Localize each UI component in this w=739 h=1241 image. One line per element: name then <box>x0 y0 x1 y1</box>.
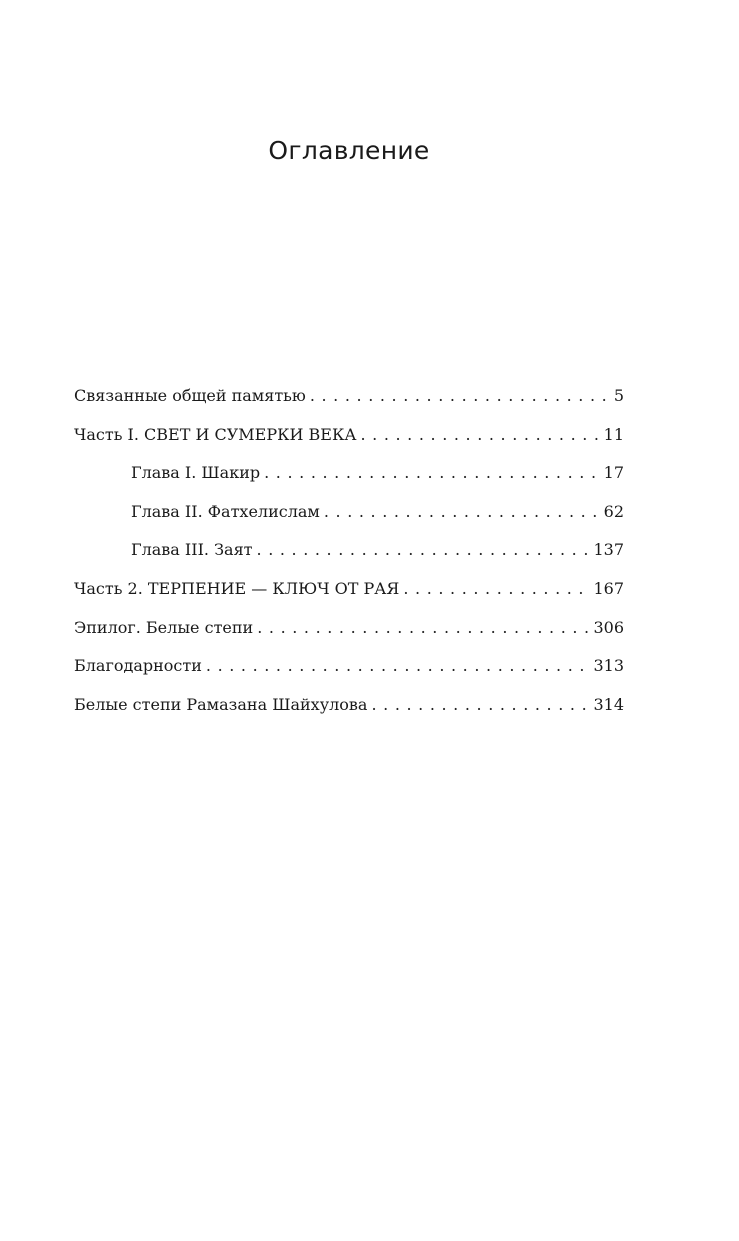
toc-entry[interactable] <box>74 498 624 537</box>
toc-entry-label: Часть 2. ТЕРПЕНИЕ — КЛЮЧ ОТ РАЯ <box>74 578 400 598</box>
toc-entry-label: Глава II. Фатхелислам <box>131 501 320 521</box>
toc-entry-label: Белые степи Рамазана Шайхулова <box>74 694 368 714</box>
toc-entry[interactable] <box>74 652 624 691</box>
page-title: Оглавление <box>268 136 430 165</box>
table-of-contents <box>74 382 624 729</box>
toc-entry[interactable] <box>74 691 624 730</box>
toc-entry-page: 137 <box>593 540 624 560</box>
toc-entry-page: 17 <box>603 463 624 483</box>
toc-entry-page: 306 <box>593 617 624 637</box>
toc-entry-page: 62 <box>603 501 624 521</box>
dot-leader <box>324 498 602 526</box>
toc-entry[interactable] <box>74 459 624 498</box>
toc-entry[interactable] <box>74 536 624 575</box>
dot-leader <box>371 691 591 719</box>
toc-entry-page: 314 <box>593 694 624 714</box>
toc-entry-page: 313 <box>593 656 624 676</box>
toc-entry-label: Часть I. СВЕТ И СУМЕРКИ ВЕКА <box>74 424 357 444</box>
dot-leader <box>403 575 591 603</box>
toc-entry[interactable] <box>74 575 624 614</box>
toc-entry-label: Благодарности <box>74 656 202 676</box>
toc-entry-page: 5 <box>613 386 624 405</box>
dot-leader <box>257 536 592 564</box>
toc-entry-page: 167 <box>593 578 624 598</box>
toc-entry-page: 11 <box>603 424 624 444</box>
toc-entry-label: Эпилог. Белые степи <box>74 617 254 637</box>
dot-leader <box>257 614 591 642</box>
toc-entry[interactable] <box>74 421 624 460</box>
toc-entry[interactable] <box>74 614 624 653</box>
dot-leader <box>360 421 601 449</box>
dot-leader <box>310 382 612 410</box>
toc-entry-label: Глава III. Заят <box>131 540 253 560</box>
toc-entry-label: Глава I. Шакир <box>131 463 261 483</box>
toc-entry-label: Связанные общей памятью <box>74 386 306 405</box>
toc-entry[interactable] <box>74 382 624 421</box>
dot-leader <box>264 459 602 487</box>
dot-leader <box>206 652 592 680</box>
